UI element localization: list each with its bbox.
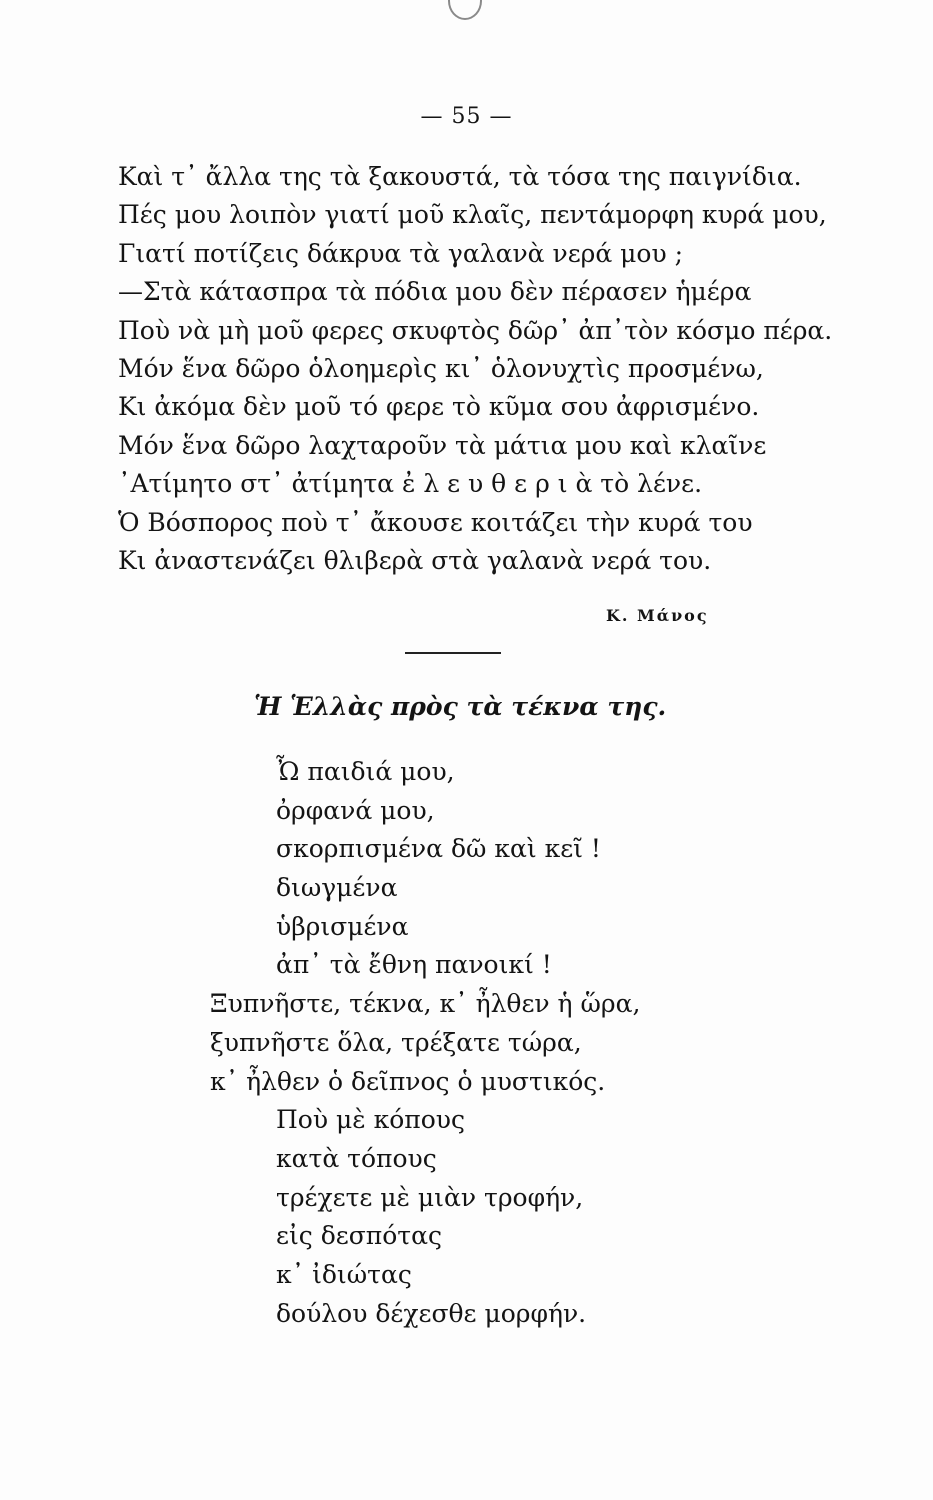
poem-line: Καὶ τ᾿ ἄλλα της τὰ ξακουστά, τὰ τόσα της παιγνίδια. [118,162,802,191]
poem-line: κ᾿ ἦλθεν ὁ δεῖπνος ὁ μυστικός. [210,1066,606,1096]
poem-line: Κι ἀκόμα δὲν μοῦ τό φερε τὸ κῦμα σου ἀφρισμένο. [118,392,760,422]
poem-1-signature: Κ. Μάνος [606,606,709,625]
poem-line: Ὁ Βόσπορος ποὺ τ᾿ ἄκουσε κοιτάζει τὴν κυρά του [118,507,753,537]
poem-line: ᾿Ατίμητο στ᾿ ἀτίμητα ἐ λ ε υ θ ε ρ ι ὰ τὸ λένε. [118,469,703,499]
poem-line: σκορπισμένα δῶ καὶ κεῖ ! [276,834,601,864]
poem-line: τρέχετε μὲ μιὰν τροφήν, [276,1182,584,1212]
poem-line: Μόν ἕνα δῶρο ὁλοημερὶς κι᾿ ὁλονυχτὶς προσμένω, [118,353,764,383]
page-number: — 55 — [420,104,513,129]
poem-line: —Στὰ κάτασπρα τὰ πόδια μου δὲν πέρασεν ἡμέρα [118,277,752,307]
poem-line: Πές μου λοιπὸν γιατί μοῦ κλαῖς, πεντάμορφη κυρά μου, [118,200,827,230]
poem-line: ἀπ᾿ τὰ ἔθνη πανοικί ! [276,950,552,980]
poem-1 [118,158,838,580]
poem-line: Κι ἀναστενάζει θλιβερὰ στὰ γαλανὰ νερά του. [118,545,712,575]
poem-line: Ξυπνῆστε, τέκνα, κ᾿ ἦλθεν ἡ ὥρα, [210,989,641,1019]
poem-line: Ποὺ μὲ κόπους [276,1105,465,1135]
poem-line: Ποὺ νὰ μὴ μοῦ φερες σκυφτὸς δῶρ᾿ ἀπ᾿τὸν κόσμο πέρα. [118,315,833,345]
page-top-mark [448,0,482,20]
poem-line: Γιατί ποτίζεις δάκρυα τὰ γαλανὰ νερά μου ; [118,238,684,268]
poem-line: κατὰ τόπους [276,1143,437,1173]
poem-line: Μόν ἕνα δῶρο λαχταροῦν τὰ μάτια μου καὶ κλαῖνε [118,430,767,460]
poem-line: δούλου δέχεσθε μορφήν. [276,1298,587,1328]
poem-line: ξυπνῆστε ὅλα, τρέξατε τώρα, [210,1027,582,1057]
poem-line: ὀρφανά μου, [276,795,435,825]
poem-2 [210,753,810,1333]
poem-line: εἰς δεσπότας [276,1221,442,1251]
section-divider [405,652,501,654]
poem-line: ὑβρισμένα [276,911,409,941]
poem-line: κ᾿ ἰδιώτας [276,1259,412,1289]
poem-line: Ὦ παιδιά μου, [276,757,455,786]
poem-2-title: Ἡ Ἑλλὰς πρὸς τὰ τέκνα της. [254,692,667,721]
poem-line: διωγμένα [276,873,398,903]
